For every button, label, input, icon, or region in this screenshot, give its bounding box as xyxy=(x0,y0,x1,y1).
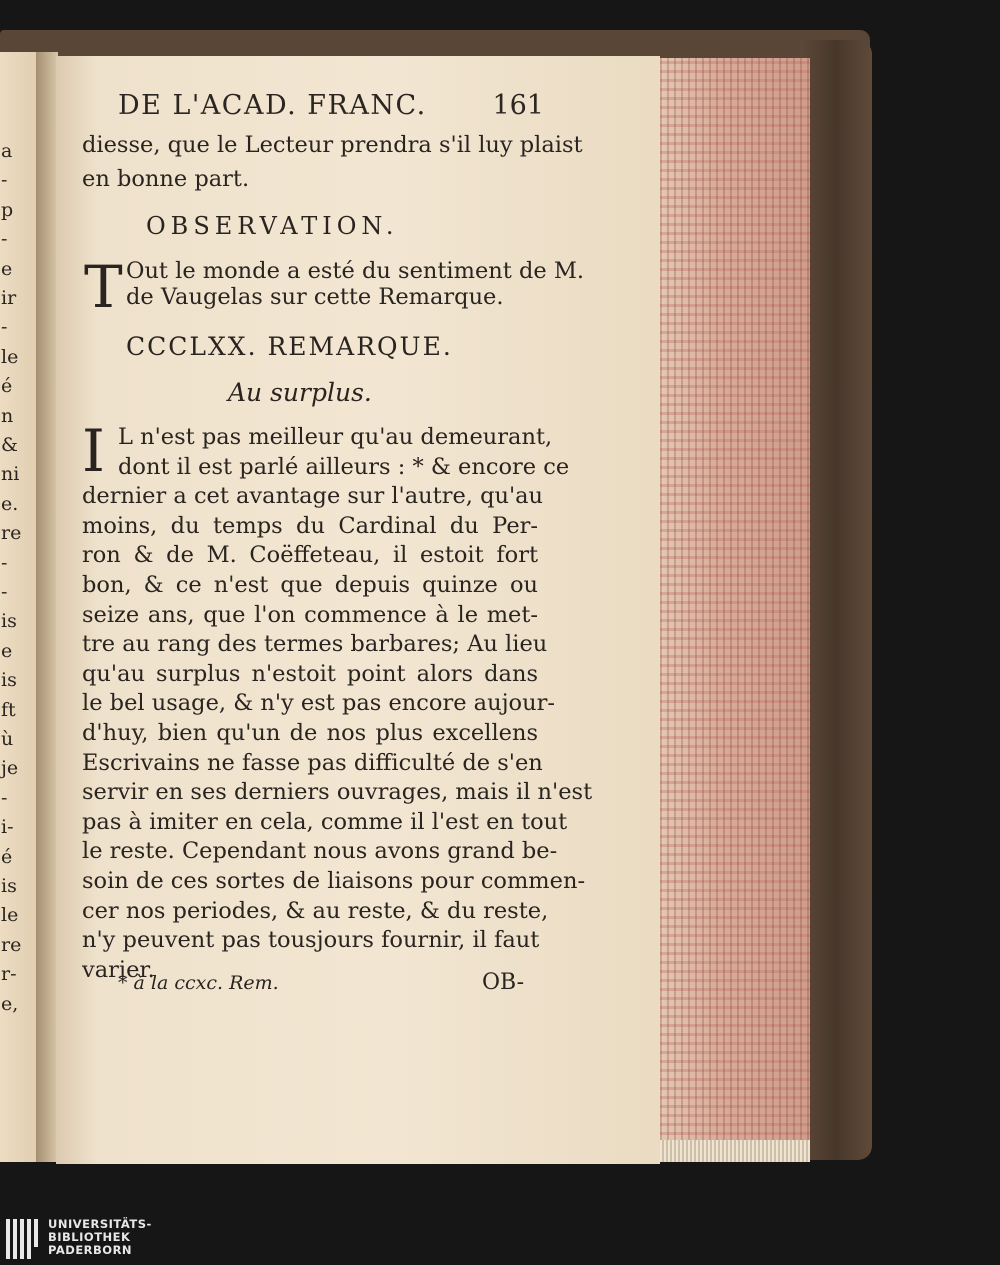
body-line: servir en ses derniers ouvrages, mais il n'est xyxy=(82,779,593,806)
body-line: ron & de M. Coëffeteau, il estoit fort xyxy=(82,542,538,569)
body-line: qu'au surplus n'estoit point alors dans xyxy=(82,660,538,687)
body-line: seize ans, que l'on commence à le met- xyxy=(82,601,538,628)
page-edges xyxy=(660,58,810,1162)
body-line: L n'est pas meilleur qu'au demeurant, xyxy=(118,424,553,450)
body-dropcap: I xyxy=(82,417,105,485)
margin-fragment: e xyxy=(1,257,13,280)
margin-fragment: re xyxy=(1,522,22,545)
margin-fragment: - xyxy=(1,316,8,339)
remarque-heading: CCCLXX. REMARQUE. xyxy=(126,332,453,361)
body-line: Escrivains ne fasse pas difficulté de s'en xyxy=(82,749,543,776)
margin-fragment: re xyxy=(1,933,22,956)
margin-fragment: ù xyxy=(1,728,14,750)
logo-line: BIBLIOTHEK xyxy=(48,1230,131,1244)
margin-fragment: p xyxy=(1,198,14,221)
footnote: * à la ccxc. Rem. xyxy=(118,972,279,994)
margin-fragment: e. xyxy=(1,492,19,515)
body-line: le reste. Cependant nous avons grand be- xyxy=(82,838,558,865)
margin-fragment: i- xyxy=(1,816,14,839)
body-line: pas à imiter en cela, comme il l'est en tout xyxy=(82,808,568,835)
margin-fragment: ni xyxy=(1,463,20,486)
body-line: le bel usage, & n'y est pas encore aujour- xyxy=(82,690,555,717)
body-line: bon, & ce n'est que depuis quinze ou xyxy=(82,572,538,598)
body-line: d'huy, bien qu'un de nos plus excellens xyxy=(82,720,538,746)
logo-line: PADERBORN xyxy=(48,1243,133,1257)
observation-dropcap: T xyxy=(84,253,123,321)
page-edges-bottom xyxy=(660,1140,810,1162)
body-line: soin de ces sortes de liaisons pour commen- xyxy=(82,868,586,894)
body-line: n'y peuvent pas tousjours fournir, il faut xyxy=(82,927,540,954)
observation-line: de Vaugelas sur cette Remarque. xyxy=(126,284,504,310)
body-line: cer nos periodes, & au reste, & du reste, xyxy=(82,897,549,924)
logo-line: UNIVERSITÄTS- xyxy=(48,1217,152,1231)
margin-fragment: - xyxy=(1,581,8,603)
running-head xyxy=(118,90,544,121)
body-line: moins, du temps du Cardinal du Per- xyxy=(82,512,538,539)
body-line: dernier a cet avantage sur l'autre, qu'au xyxy=(82,483,544,510)
margin-fragment: & xyxy=(1,434,18,456)
margin-fragment: e, xyxy=(1,992,19,1015)
folio: 161 xyxy=(492,90,544,121)
margin-fragment: é xyxy=(1,845,13,868)
remarque-subtitle: Au surplus. xyxy=(228,378,372,407)
margin-fragment: le xyxy=(1,904,19,927)
library-logo-text xyxy=(48,1218,152,1257)
observation-line: Out le monde a esté du sentiment de M. xyxy=(126,258,585,284)
observation-heading: OBSERVATION. xyxy=(146,212,399,240)
margin-fragment: r- xyxy=(1,963,17,986)
margin-fragment: is xyxy=(1,875,17,897)
library-bars-icon xyxy=(6,1219,42,1259)
catchword: OB- xyxy=(482,970,525,995)
margin-fragment: - xyxy=(1,228,8,251)
margin-fragment: e xyxy=(1,639,13,662)
margin-fragment: - xyxy=(1,551,8,574)
running-head-title: DE L'ACAD. FRANC. xyxy=(118,90,427,121)
margin-fragment: le xyxy=(1,345,19,368)
body-line: tre au rang des termes barbares; Au lieu xyxy=(82,631,548,658)
book-cover-right xyxy=(800,40,872,1160)
margin-fragment: is xyxy=(1,669,17,692)
margin-fragment: je xyxy=(1,757,19,780)
margin-fragment: - xyxy=(1,169,8,192)
margin-fragment: ir xyxy=(1,287,17,309)
margin-fragment: - xyxy=(1,786,8,809)
body-line: dont il est parlé ailleurs : * & encore ce xyxy=(118,453,570,480)
margin-fragment: ft xyxy=(1,698,16,721)
margin-fragment: n xyxy=(1,404,14,427)
body-line: varier. xyxy=(82,956,155,983)
text-line: diesse, que le Lecteur prendra s'il luy plaist xyxy=(82,132,583,158)
margin-fragment: a xyxy=(1,140,13,162)
margin-fragment: é xyxy=(1,375,13,398)
text-line: en bonne part. xyxy=(82,166,250,192)
margin-fragment: is xyxy=(1,610,17,633)
